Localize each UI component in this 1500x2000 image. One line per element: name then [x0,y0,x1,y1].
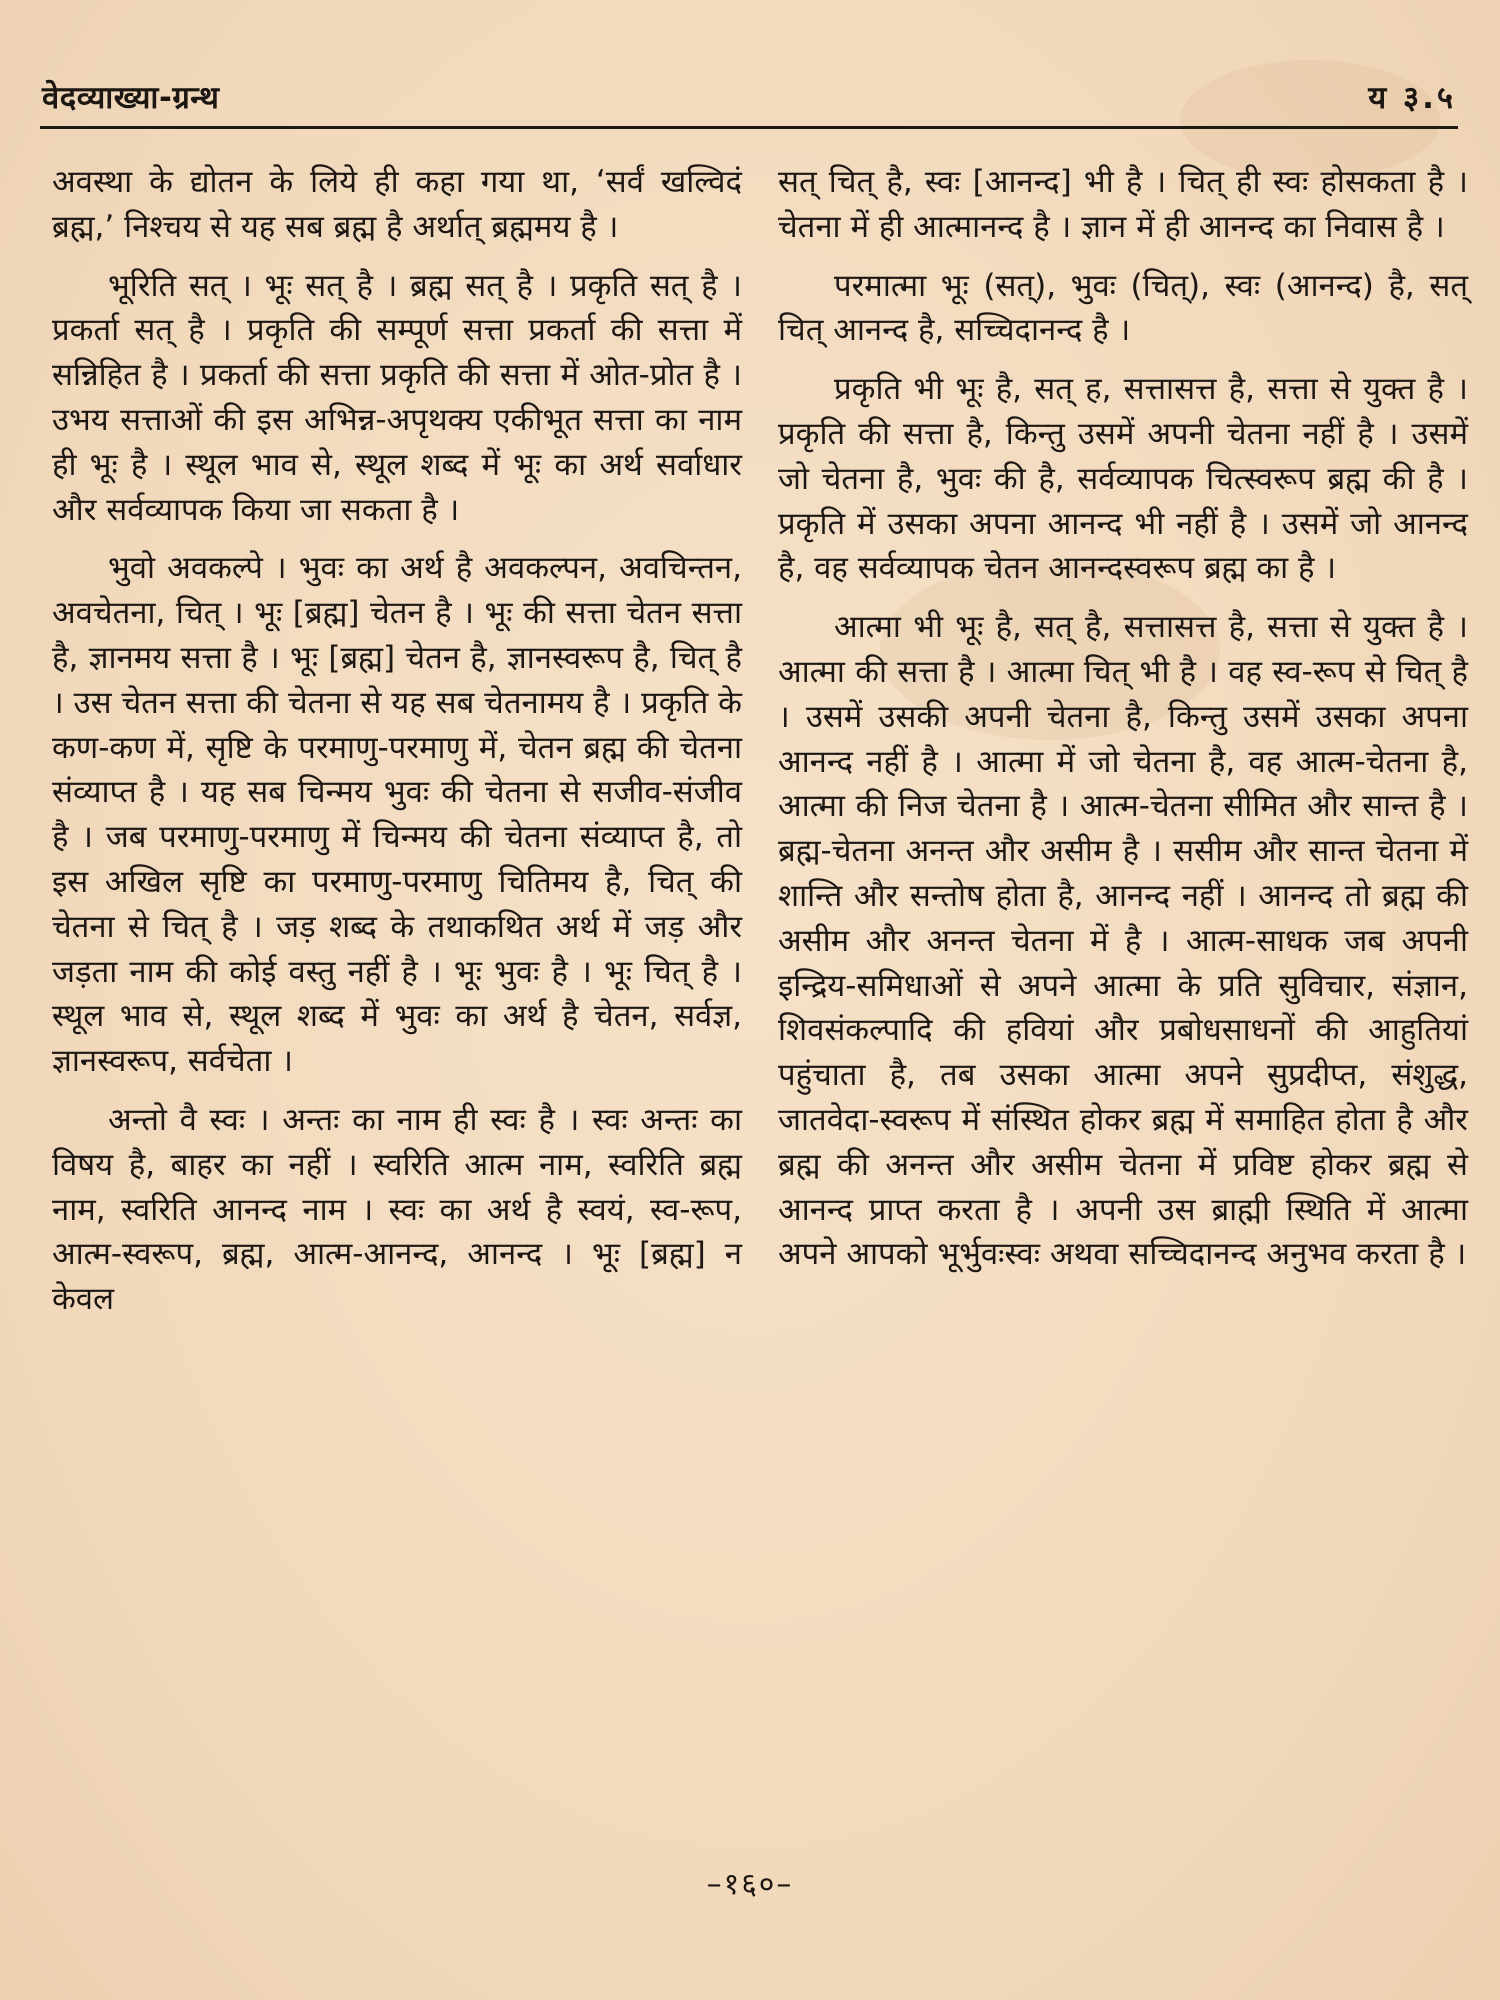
paragraph: परमात्मा भूः (सत्), भुवः (चित्), स्वः (आनन्द) है, सत् चित् आनन्द है, सच्चिदानन्द है । [778,267,1468,349]
left-column [52,160,742,1336]
paragraph: भूरिति सत् । भूः सत् है । ब्रह्म सत् है । प्रकृति सत् है । प्रकर्ता सत् है । प्रकृति की सम्पूर्ण सत्ता प्रकर्ता की सत्ता में सन्निहित है । प्रकर्ता की सत्ता प्रकृति की सत्ता में ओत-प्रोत है । उभय सत्ताओं की इस अभिन्न-अपृथक्य एकीभूत सत्ता का नाम ही भूः है । स्थूल भाव से, स्थूल शब्द में भूः का अर्थ सर्वाधार और सर्वव्यापक किया जा सकता है । [52,267,742,528]
paragraph: आत्मा भी भूः है, सत् है, सत्तासत्त है, सत्ता से युक्त है । आत्मा की सत्ता है । आत्मा चित् भी है । वह स्व-रूप से चित् है । उसमें उसकी अपनी चेतना है, किन्तु उसमें उसका अपना आनन्द नहीं है । आत्मा में जो चेतना है, वह आत्म-चेतना है, आत्मा की निज चेतना है । आत्म-चेतना सीमित और सान्त है । ब्रह्म-चेतना अनन्त और असीम है । ससीम और सान्त चेतना में शान्ति और सन्तोष होता है, आनन्द नहीं । आनन्द तो ब्रह्म की असीम और अनन्त चेतना में है । आत्म-साधक जब अपनी इन्द्रिय-समिधाओं से अपने आत्मा के प्रति सुविचार, संज्ञान, शिवसंकल्पादि की हवियां और प्रबोधसाधनों की आहुतियां पहुंचाता है, तब उसका आत्मा अपने सुप्रदीप्त, संशुद्ध, जातवेदा-स्वरूप में संस्थित होकर ब्रह्म में समाहित होता है और ब्रह्म की अनन्त और असीम चेतना में प्रविष्ट होकर ब्रह्म से आनन्द प्राप्त करता है । अपनी उस ब्राह्मी स्थिति में आत्मा अपने आपको भूर्भुवःस्वः अथवा सच्चिदानन्द अनुभव करता है । [778,609,1468,1273]
paragraph: प्रकृति भी भूः है, सत् ह, सत्तासत्त है, सत्ता से युक्त है । प्रकृति की सत्ता है, किन्तु उसमें अपनी चेतना नहीं है । उसमें जो चेतना है, भुवः की है, सर्वव्यापक चित्स्वरूप ब्रह्म की है । प्रकृति में उसका अपना आनन्द भी नहीं है । उसमें जो आनन्द है, वह सर्वव्यापक चेतन आनन्दस्वरूप ब्रह्म का है । [778,371,1468,587]
paragraph: भुवो अवकल्पे । भुवः का अर्थ है अवकल्पन, अवचिन्तन, अवचेतना, चित् । भूः [ब्रह्म] चेतन है । भूः की सत्ता चेतन सत्ता है, ज्ञानमय सत्ता है । भूः [ब्रह्म] चेतन है, ज्ञानस्वरूप है, चित् है । उस चेतन सत्ता की चेतना से यह सब चेतनामय है । प्रकृति के कण-कण में, सृष्टि के परमाणु-परमाणु में, चेतन ब्रह्म की चेतना संव्याप्त है । यह सब चिन्मय भुवः की चेतना से सजीव-संजीव है । जब परमाणु-परमाणु में चिन्मय की चेतना संव्याप्त है, तो इस अखिल सृष्टि का परमाणु-परमाणु चितिमय है, चित् की चेतना से चित् है । जड़ शब्द के तथाकथित अर्थ में जड़ और जड़ता नाम की कोई वस्तु नहीं है । भूः भुवः है । भूः चित् है । स्थूल भाव से, स्थूल शब्द में भुवः का अर्थ है चेतन, सर्वज्ञ, ज्ञानस्वरूप, सर्वचेता । [52,550,742,1080]
book-title: वेदव्याख्या-ग्रन्थ [42,80,220,116]
running-header [42,76,1458,128]
paragraph: अवस्था के द्योतन के लिये ही कहा गया था, ‘सर्वं खल्विदं ब्रह्म,’ निश्चय से यह सब ब्रह्म है अर्थात् ब्रह्ममय है । [52,164,742,245]
header-rule [40,126,1458,129]
verse-reference: य ३.५ [1368,80,1456,116]
right-column [778,160,1468,1291]
paragraph: अन्तो वै स्वः । अन्तः का नाम ही स्वः है । स्वः अन्तः का विषय है, बाहर का नहीं । स्वरिति आत्म नाम, स्वरिति ब्रह्म नाम, स्वरिति आनन्द नाम । स्वः का अर्थ है स्वयं, स्व-रूप, आत्म-स्वरूप, ब्रह्म, आत्म-आनन्द, आनन्द । भूः [ब्रह्म] न केवल [52,1101,742,1318]
paragraph: सत् चित् है, स्वः [आनन्द] भी है । चित् ही स्वः होसकता है । चेतना में ही आत्मानन्द है । ज्ञान में ही आनन्द का निवास है । [778,164,1468,245]
page-number: –१६०– [706,1867,794,1902]
